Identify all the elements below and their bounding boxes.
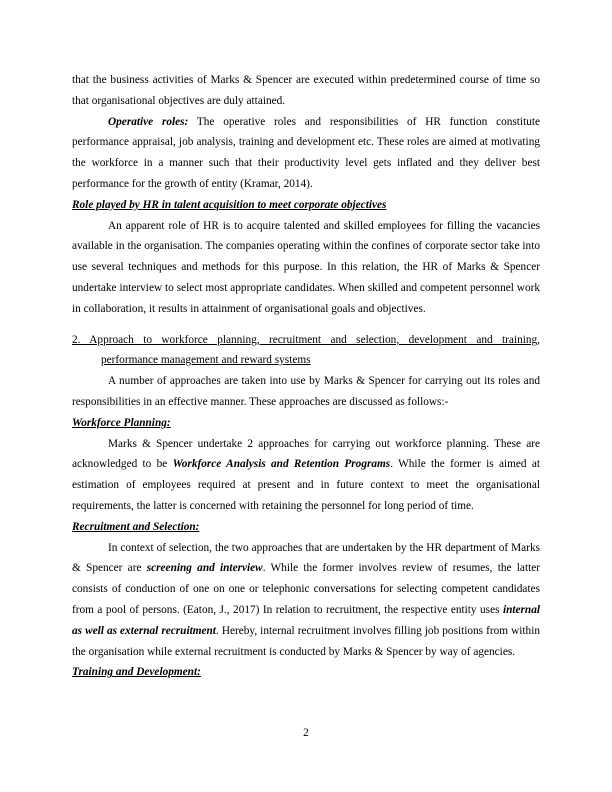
paragraph-role-hr: An apparent role of HR is to acquire talented and skilled employees for filling the vacancies available in the organisation. The companies operating within the confines of corporate sector take into use several techniques and methods for this purpose. In this relation, the HR of Marks & Spencer undertake interview to select most appropriate candidates. When skilled and competent personnel work in collaboration, it results in attainment of organisational goals and objectives.: [72, 219, 540, 315]
recruitment-text-3: . Hereby, internal recruitment involves filling job positions from within the organisation while external recruitment is conducted by Marks & Spencer by way of agencies.: [72, 624, 540, 658]
operative-roles-text: The operative roles and responsibilities of HR function constitute performance appraisal, job analysis, training and development etc. These roles are aimed at motivating the workforce in a manner such that their productivity level gets inflated and they deliver best performance for the growth of entity (Kramar, 2014).: [72, 115, 541, 190]
workforce-text-1: Marks & Spencer undertake 2 approaches for carrying out workforce planning. These are acknowledged to be: [72, 437, 540, 471]
page-number: 2: [303, 727, 309, 739]
section-2-heading: [72, 330, 540, 372]
heading-role-hr-talent: Role played by HR in talent acquisition to meet corporate objectives: [72, 198, 387, 211]
recruitment-emphasis-1: screening and interview: [146, 562, 263, 575]
heading-training-development: Training and Development:: [72, 666, 201, 679]
recruitment-text-2: . While the former involves review of resumes, the latter consists of conduction of one on one or telephonic conversations for selecting competent candidates from a pool of persons. (Eaton, J., 2017) In relation to recruitment, the respective entity uses: [72, 562, 540, 616]
paragraph-approaches: A number of approaches are taken into use by Marks & Spencer for carrying out its roles and responsibilities in an effective manner. These approaches are discussed as follows:-: [72, 375, 540, 408]
section-2-line-2: performance management and reward systems: [101, 354, 311, 367]
paragraph-continued: that the business activities of Marks & Spencer are executed within predetermined course of time so that organisational objectives are duly attained.: [72, 74, 540, 107]
paragraph-recruitment-selection: [72, 538, 540, 663]
paragraph-workforce-planning: [72, 434, 540, 517]
heading-workforce-planning: Workforce Planning:: [72, 416, 171, 429]
recruitment-text-1: In context of selection, the two approaches that are undertaken by the HR department of Marks & Spencer are: [72, 541, 540, 575]
workforce-text-2: . While the former is aimed at estimation of employees required at present and in future context to meet the organisational requirements, the latter is concerned with retaining the personnel for long period of time.: [72, 458, 540, 512]
document-page: [72, 70, 540, 683]
recruitment-emphasis-2: internal as well as external recruitment: [72, 603, 540, 637]
operative-roles-label: Operative roles:: [108, 115, 189, 128]
paragraph-operative-roles: [72, 112, 540, 195]
heading-recruitment-selection: Recruitment and Selection:: [72, 520, 200, 533]
workforce-emphasis: Workforce Analysis and Retention Programs: [172, 458, 391, 471]
section-2-line-1: 2. Approach to workforce planning, recruitment and selection, development and training,: [72, 333, 540, 346]
